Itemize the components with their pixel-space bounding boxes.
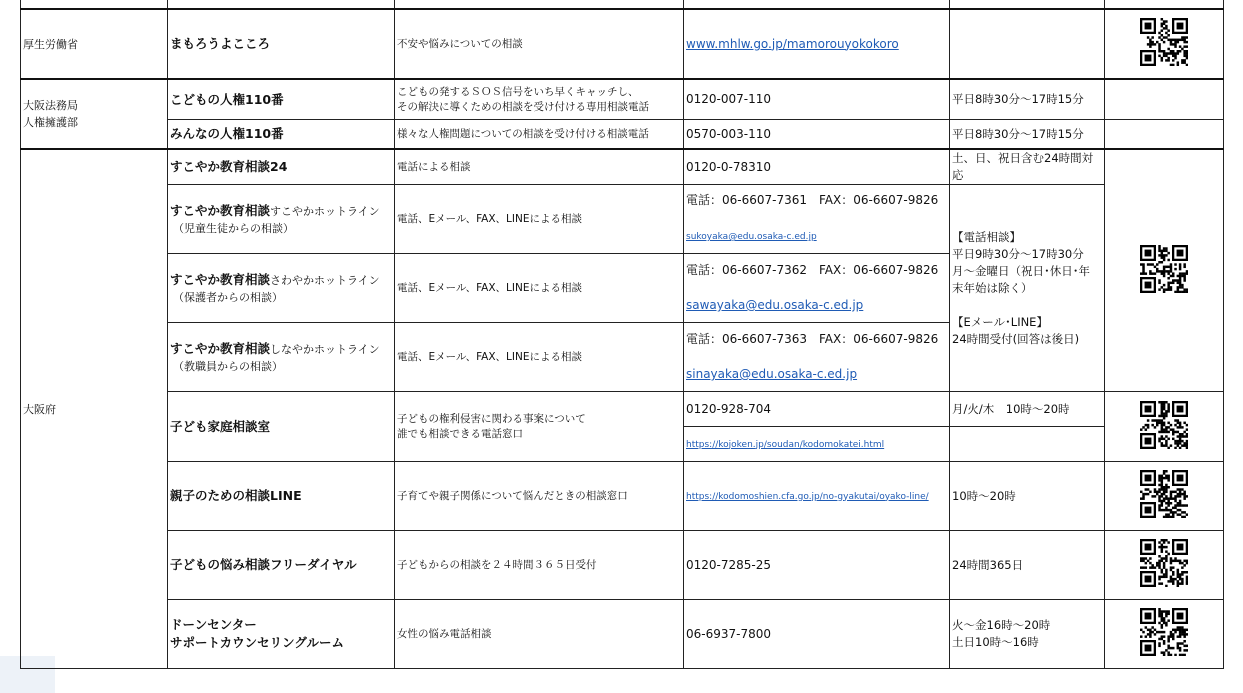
service-name: まもろうよこころ bbox=[168, 9, 395, 79]
service-name: すこやか教育相談 bbox=[170, 341, 271, 356]
phone-number: 0120-0-78310 bbox=[684, 149, 950, 185]
service-name: 子ども家庭相談室 bbox=[168, 392, 395, 462]
service-description: 様々な人権問題についての相談を受け付ける相談電話 bbox=[395, 120, 684, 150]
url-link[interactable]: https://kodomoshien.cfa.go.jp/no-gyakutai/oyako-line/ bbox=[686, 491, 929, 502]
service-name: すこやか教育相談 bbox=[170, 272, 271, 287]
contact-cell bbox=[684, 323, 950, 392]
service-description: 電話、Eメール、FAX、LINEによる相談 bbox=[395, 323, 684, 392]
service-name: ドーンセンター bbox=[170, 617, 257, 632]
org-houmukyoku bbox=[21, 79, 168, 149]
hours-cell bbox=[950, 600, 1105, 669]
contact-cell bbox=[684, 185, 950, 254]
table-row-cutoff bbox=[21, 0, 1224, 9]
hours-cell: 土、日、祝日含む24時間対応 bbox=[950, 149, 1105, 185]
service-name: すこやか教育相談24 bbox=[168, 149, 395, 185]
qr-code-icon[interactable] bbox=[1140, 470, 1188, 518]
service-name: みんなの人権110番 bbox=[168, 120, 395, 150]
table-row-sukoyaka24 bbox=[21, 149, 1224, 185]
qr-cell bbox=[1105, 462, 1224, 531]
service-name: サポートカウンセリングルーム bbox=[170, 635, 345, 650]
qr-cell bbox=[1105, 600, 1224, 669]
url-cell bbox=[684, 462, 950, 531]
hours-line: 【Eメール･LINE】 bbox=[952, 314, 1048, 329]
contact-cell bbox=[684, 9, 950, 79]
hours-line: 末年始は除く） bbox=[952, 280, 1033, 295]
mhlw-link[interactable]: www.mhlw.go.jp/mamorouyokokoro bbox=[686, 36, 899, 51]
table-row-child-rights bbox=[21, 79, 1224, 120]
service-description: 電話による相談 bbox=[395, 149, 684, 185]
qr-cell bbox=[1105, 149, 1224, 392]
phone-fax: 電話：06-6607-7362 FAX：06-6607-9826 bbox=[686, 263, 939, 277]
service-description: 電話、Eメール、FAX、LINEによる相談 bbox=[395, 254, 684, 323]
table-row-dawn-center bbox=[21, 600, 1224, 669]
hours-cell: 月/火/木 10時～20時 bbox=[950, 392, 1105, 427]
phone-number: 0120-007-110 bbox=[684, 79, 950, 120]
service-description: 電話、Eメール、FAX、LINEによる相談 bbox=[395, 185, 684, 254]
table-row-mhlw bbox=[21, 9, 1224, 79]
desc-line: 子どもの権利侵害に関わる事案について bbox=[397, 412, 586, 425]
hours-line: 24時間受付(回答は後日) bbox=[952, 331, 1080, 346]
service-description: 女性の悩み電話相談 bbox=[395, 600, 684, 669]
hours-line: 月～金曜日（祝日･休日･年 bbox=[952, 263, 1090, 278]
table-row-kodomo-katei bbox=[21, 392, 1224, 427]
phone-number: 0570-003-110 bbox=[684, 120, 950, 150]
service-note: （保護者からの相談） bbox=[173, 291, 283, 304]
qr-cell bbox=[1105, 79, 1224, 120]
phone-number: 06-6937-7800 bbox=[684, 600, 950, 669]
service-subname: すこやかホットライン bbox=[270, 205, 380, 218]
hotline-hours-cell bbox=[950, 185, 1105, 392]
email-link[interactable]: sawayaka@edu.osaka-c.ed.jp bbox=[686, 298, 864, 312]
url-link[interactable]: https://kojoken.jp/soudan/kodomokatei.html bbox=[686, 439, 885, 450]
consultation-table bbox=[20, 0, 1224, 669]
service-note: （児童生徒からの相談） bbox=[173, 222, 294, 235]
phone-fax: 電話：06-6607-7363 FAX：06-6607-9826 bbox=[686, 332, 939, 346]
contact-cell bbox=[684, 254, 950, 323]
qr-code-icon[interactable] bbox=[1140, 608, 1188, 656]
service-subname: しなやかホットライン bbox=[270, 343, 380, 356]
service-description: 子どもからの相談を２４時間３６５日受付 bbox=[395, 531, 684, 600]
qr-code-icon[interactable] bbox=[1140, 539, 1188, 587]
org-line: 大阪法務局 bbox=[23, 99, 78, 112]
phone-fax: 電話：06-6607-7361 FAX：06-6607-9826 bbox=[686, 193, 939, 207]
hours-line: 土日10時～16時 bbox=[952, 635, 1039, 649]
desc-line: こどもの発するＳＯＳ信号をいち早くキャッチし、 bbox=[397, 85, 639, 98]
service-name: 親子のための相談LINE bbox=[168, 462, 395, 531]
hours-cell: 平日8時30分～17時15分 bbox=[950, 120, 1105, 150]
hours-cell: 10時～20時 bbox=[950, 462, 1105, 531]
table-row-oyako-line bbox=[21, 462, 1224, 531]
service-description: 不安や悩みについての相談 bbox=[395, 9, 684, 79]
service-name-cell bbox=[168, 600, 395, 669]
qr-code-icon[interactable] bbox=[1140, 245, 1188, 293]
service-description: 子育てや親子関係について悩んだときの相談窓口 bbox=[395, 462, 684, 531]
service-name: すこやか教育相談 bbox=[170, 203, 271, 218]
service-subname: さわやかホットライン bbox=[270, 274, 380, 287]
org-mhlw: 厚生労働省 bbox=[21, 9, 168, 79]
qr-code-icon[interactable] bbox=[1140, 18, 1188, 66]
phone-number: 0120-7285-25 bbox=[684, 531, 950, 600]
hours-cell bbox=[950, 9, 1105, 79]
hours-line: 平日9時30分～17時30分 bbox=[952, 246, 1084, 261]
desc-line: その解決に導くための相談を受け付ける専用相談電話 bbox=[397, 100, 649, 113]
qr-cell bbox=[1105, 531, 1224, 600]
qr-cell bbox=[1105, 120, 1224, 150]
email-link[interactable]: sukoyaka@edu.osaka-c.ed.jp bbox=[686, 232, 817, 242]
hours-line: 火～金16時～20時 bbox=[952, 618, 1051, 632]
service-name-cell bbox=[168, 323, 395, 392]
org-line: 人権擁護部 bbox=[23, 116, 78, 129]
table-row-free-dial bbox=[21, 531, 1224, 600]
qr-cell bbox=[1105, 9, 1224, 79]
table-row-everyone-rights bbox=[21, 120, 1224, 150]
service-description bbox=[395, 79, 684, 120]
hours-cell bbox=[950, 427, 1105, 462]
service-name-cell bbox=[168, 254, 395, 323]
service-name: 子どもの悩み相談フリーダイヤル bbox=[168, 531, 395, 600]
org-osaka: 大阪府 bbox=[21, 149, 168, 669]
email-link[interactable]: sinayaka@edu.osaka-c.ed.jp bbox=[686, 367, 858, 381]
table-row-sukoyaka-hotline bbox=[21, 185, 1224, 254]
url-cell bbox=[684, 427, 950, 462]
service-description bbox=[395, 392, 684, 462]
service-name-cell bbox=[168, 185, 395, 254]
qr-cell bbox=[1105, 392, 1224, 462]
phone-number: 0120-928-704 bbox=[684, 392, 950, 427]
service-name: こどもの人権110番 bbox=[168, 79, 395, 120]
hours-cell: 平日8時30分～17時15分 bbox=[950, 79, 1105, 120]
desc-line: 誰でも相談できる電話窓口 bbox=[397, 427, 523, 440]
hours-cell: 24時間365日 bbox=[950, 531, 1105, 600]
hours-line: 【電話相談】 bbox=[952, 229, 1021, 244]
qr-code-icon[interactable] bbox=[1140, 401, 1188, 449]
service-note: （教職員からの相談） bbox=[173, 360, 283, 373]
